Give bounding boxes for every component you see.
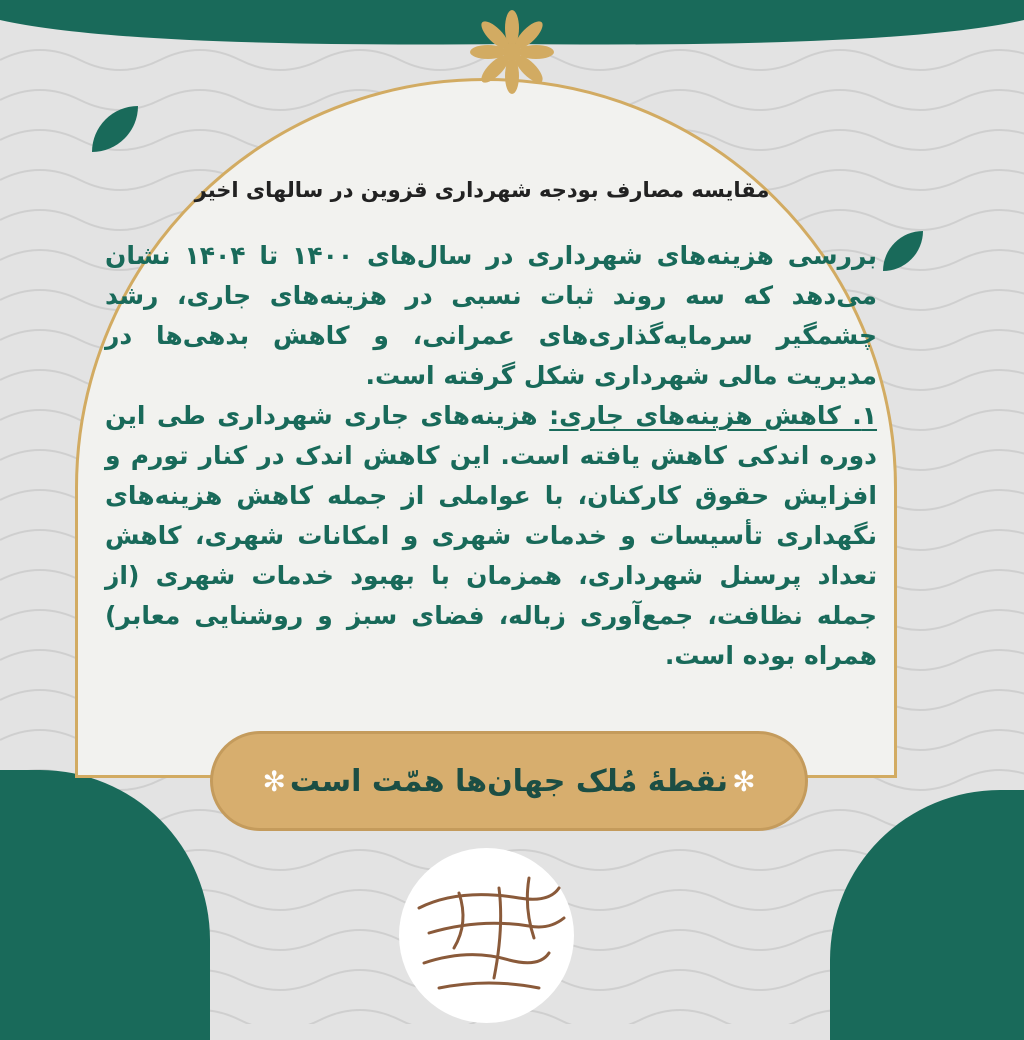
quote-text: نقطهٔ مُلک جهان‌ها همّت است (289, 763, 729, 799)
quote-banner (210, 731, 808, 831)
sparkle-icon: ✻ (732, 764, 756, 798)
item-1-heading: ۱. کاهش هزینه‌های جاری: (549, 401, 878, 430)
intro-paragraph: بررسی هزینه‌های شهرداری در سال‌های ۱۴۰۰ تا ۱۴۰۴ نشان می‌دهد که سه روند ثبات نسبی در هزینه‌های جاری، رشد چشمگیر سرمایه‌گذاری‌های عمرانی، و کاهش بدهی‌ها در مدیریت مالی شهرداری شکل گرفته است. (105, 241, 877, 390)
item-1-paragraph (105, 396, 877, 676)
item-1-text: هزینه‌های جاری شهرداری طی این دوره اندکی کاهش یافته است. این کاهش اندک در کنار تورم و افزایش حقوق کارکنان، با عواملی از جمله کاهش هزینه‌های نگهداری تأسیسات و خدمات شهری و امکانات شهری، کاهش تعداد پرسنل شهرداری، همزمان با بهبود خدمات شهری (از جمله نظافت، جمع‌آوری زباله، فضای سبز و روشنایی معابر) همراه بوده است. (105, 401, 877, 670)
sparkle-icon: ✻ (262, 764, 286, 798)
gold-flower-star-icon (466, 6, 558, 98)
signature-logo-icon (399, 848, 574, 1023)
body-text (105, 236, 877, 676)
post-title: مقایسه مصارف بودجه شهرداری قزوین در سالهای اخیر (194, 178, 770, 202)
